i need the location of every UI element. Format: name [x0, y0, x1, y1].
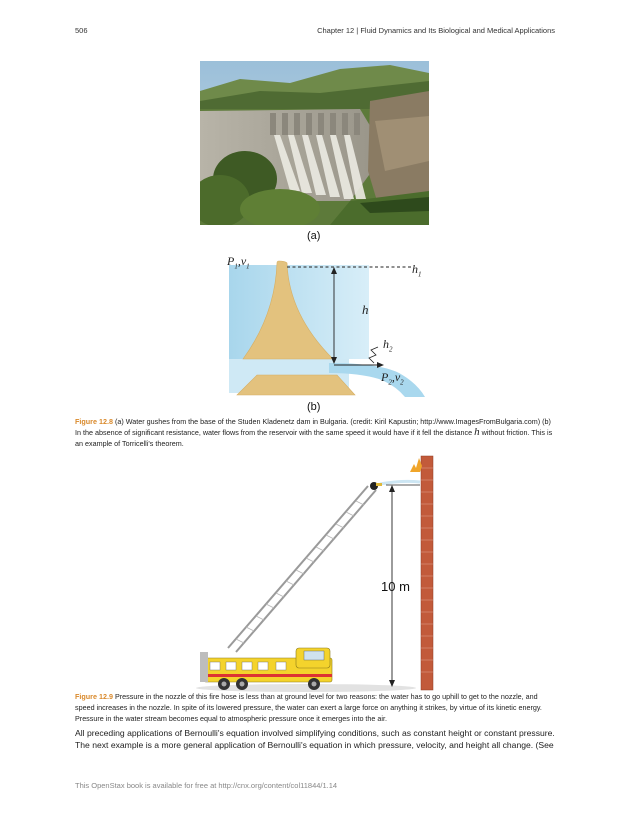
fire-truck — [200, 648, 332, 690]
sublabel-a: (a) — [307, 230, 321, 242]
figure-12-8-caption — [75, 416, 555, 449]
caption-variable-h: h — [474, 426, 480, 438]
water-stream — [380, 481, 420, 484]
label-h1: $h_1$ — [412, 262, 422, 279]
label-h2: $h_2$ — [383, 337, 393, 354]
sublabel-b: (b) — [307, 401, 321, 413]
figure-12-9-label: Figure 12.9 — [75, 692, 113, 701]
dam-photo — [200, 61, 429, 225]
fire-icon — [410, 458, 422, 472]
h2-squiggle — [369, 347, 378, 363]
fire-truck-illustration — [196, 452, 444, 692]
caption-text-1: (a) Water gushes from the base of the Studen Kladenetz dam in Bulgaria. (credit: Kiril Kapustin; http://www.ImagesFromBulgaria.com) (b) In the absence of significant resistance, water flows from the reservoir with the same speed it would have if it fell the distance — [75, 417, 551, 437]
page-number: 506 — [75, 26, 88, 35]
label-h: h — [362, 302, 369, 317]
chapter-title: Chapter 12 | Fluid Dynamics and Its Biological and Medical Applications — [317, 26, 555, 35]
label-p1-v1: $P_1,v_1$ — [227, 254, 250, 271]
label-p2-v2: $P_2,v_2$ — [381, 370, 404, 387]
figure-12-9-caption — [75, 691, 553, 724]
ladder — [228, 486, 376, 652]
height-label: 10 m — [381, 579, 410, 594]
figure-12-9-caption-text: Pressure in the nozzle of this fire hose is less than at ground level for two reasons: the water has to go uphill to get to the nozzle, and speed increases in the nozzle. In spite of its lowered pressure, the water can exert a large force on anything it strikes, by virtue of its kinetic energy. Pressure in the water stream becomes equal to atmospheric pressure once it emerges into the air. — [75, 692, 542, 723]
footer-text: This OpenStax book is available for free at http://cnx.org/content/col11844/1.14 — [75, 781, 338, 790]
body-paragraph: All preceding applications of Bernoulli's equation involved simplifying conditions, such as constant height or constant pressure. The next example is a more general application of Bernoulli's equation in which pressure, velocity, and height all change. (See — [75, 728, 555, 750]
dam-base — [237, 375, 355, 395]
caption-text-2: without friction. This is an example of Torricelli's theorem. — [75, 428, 553, 448]
brick-wall — [421, 456, 433, 690]
figure-12-8-label: Figure 12.8 — [75, 417, 113, 426]
